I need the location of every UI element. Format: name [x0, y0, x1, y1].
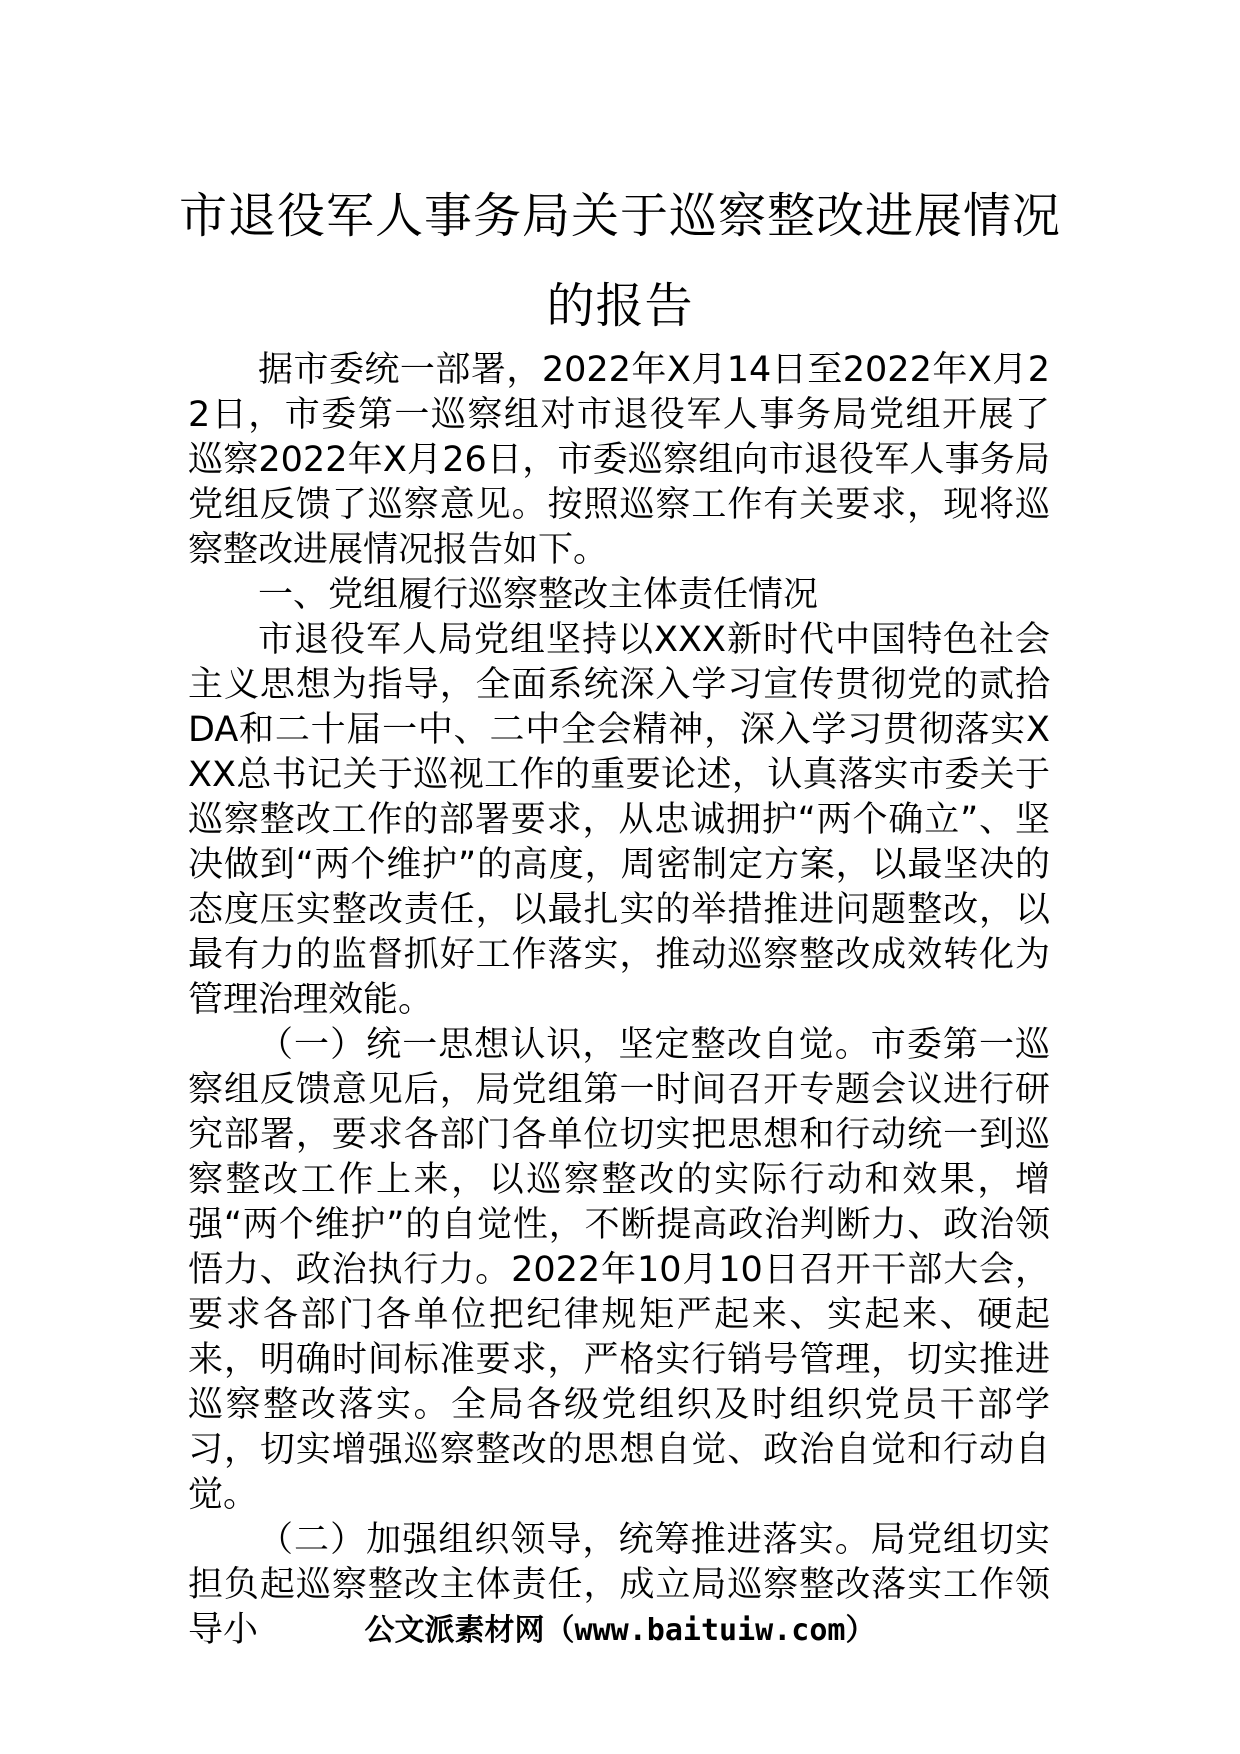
paragraph-subsection-2: （二）加强组织领导，统筹推进落实。局党组切实担负起巡察整改主体责任，成立局巡察整改落实工作领导小 [188, 1520, 1050, 1650]
page-footer [0, 1611, 1240, 1651]
document-body [188, 348, 1050, 1653]
section-heading-1: 一、党组履行巡察整改主体责任情况 [258, 575, 819, 615]
footer-site-url: （www.baituiw.com） [544, 1613, 876, 1648]
paragraph-subsection-1: （一）统一思想认识，坚定整改自觉。市委第一巡察组反馈意见后，局党组第一时间召开专题会议进行研究部署，要求各部门各单位切实把思想和行动统一到巡察整改工作上来，以巡察整改的实际行动和效果，增强“两个维护”的自觉性，不断提高政治判断力、政治领悟力、政治执行力。2022年10月10日召开干部大会，要求各部门各单位把纪律规矩严起来、实起来、硬起来，明确时间标准要求，严格实行销号管理，切实推进巡察整改落实。全局各级党组织及时组织党员干部学习，切实增强巡察整改的思想自觉、政治自觉和行动自觉。 [188, 1025, 1050, 1515]
paragraph-section-1: 市退役军人局党组坚持以XXX新时代中国特色社会主义思想为指导，全面系统深入学习宣传贯彻党的贰拾DA和二十届一中、二中全会精神，深入学习贯彻落实XXX总书记关于巡视工作的重要论述，认真落实市委关于巡察整改工作的部署要求，从忠诚拥护“两个确立”、坚决做到“两个维护”的高度，周密制定方案，以最坚决的态度压实整改责任，以最扎实的举措推进问题整改，以最有力的监督抓好工作落实，推动巡察整改成效转化为管理治理效能。 [188, 620, 1050, 1020]
document-title-line-2: 的报告 [546, 278, 694, 334]
footer-site-name: 公文派素材网 [364, 1613, 545, 1648]
document-title-line-1: 市退役军人事务局关于巡察整改进展情况 [178, 188, 1061, 244]
paragraph-intro: 据市委统一部署，2022年X月14日至2022年X月22日，市委第一巡察组对市退役军人事务局党组开展了巡察2022年X月26日，市委巡察组向市退役军人事务局党组反馈了巡察意见。按照巡察工作有关要求，现将巡察整改进展情况报告如下。 [188, 350, 1050, 570]
